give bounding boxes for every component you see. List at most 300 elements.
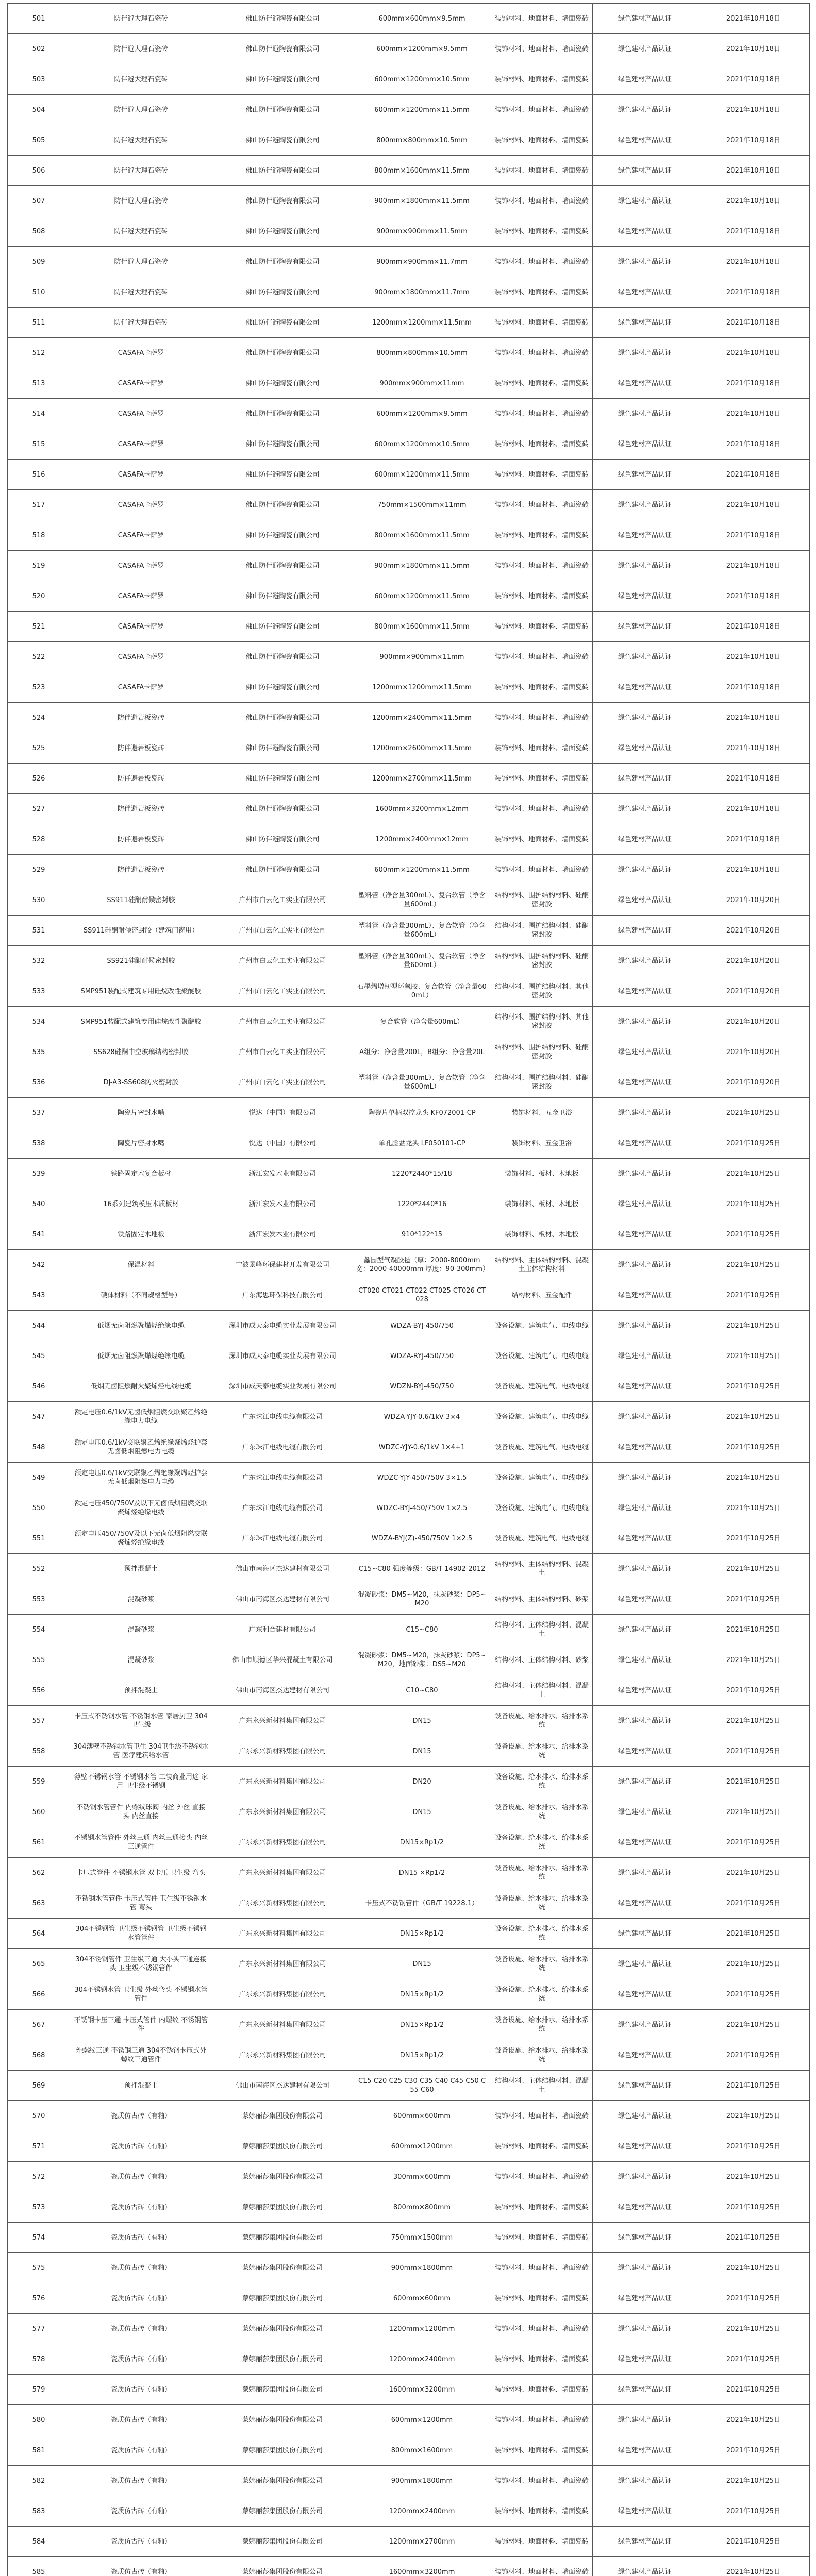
product-name-cell: 瓷质仿古砖（有釉） — [70, 2101, 212, 2131]
specification-cell: 900mm×1800mm — [353, 2466, 491, 2496]
application-category-cell: 装饰材料、地面材料、墙面瓷砖 — [491, 2527, 593, 2557]
table-row — [8, 1736, 810, 1767]
specification-cell: WDZA-RYJ-450/750 — [353, 1341, 491, 1371]
row-number-cell: 556 — [8, 1675, 70, 1706]
certification-type-cell: 绿色建材产品认证 — [593, 946, 697, 976]
certification-date-cell: 2021年10月25日 — [697, 1584, 810, 1615]
application-category-cell: 设备设施、建筑电气、电线电缆 — [491, 1523, 593, 1554]
certification-date-cell: 2021年10月25日 — [697, 2527, 810, 2557]
certification-type-cell: 绿色建材产品认证 — [593, 1432, 697, 1463]
table-row — [8, 1827, 810, 1858]
company-name-cell: 佛山防伴避陶瓷有限公司 — [212, 34, 353, 64]
certification-table — [7, 3, 810, 2576]
product-name-cell: 防伴避大理石瓷砖 — [70, 277, 212, 308]
application-category-cell: 装饰材料、地面材料、墙面瓷砖 — [491, 460, 593, 490]
table-row — [8, 520, 810, 551]
row-number-cell: 574 — [8, 2223, 70, 2253]
company-name-cell: 浙江宏发木业有限公司 — [212, 1159, 353, 1189]
application-category-cell: 装饰材料、地面材料、墙面瓷砖 — [491, 794, 593, 824]
row-number-cell: 531 — [8, 916, 70, 946]
table-row — [8, 490, 810, 520]
application-category-cell: 装饰材料、板材、木地板 — [491, 1219, 593, 1250]
certification-date-cell: 2021年10月18日 — [697, 581, 810, 612]
certification-type-cell: 绿色建材产品认证 — [593, 247, 697, 277]
row-number-cell: 530 — [8, 885, 70, 916]
row-number-cell: 520 — [8, 581, 70, 612]
product-name-cell: DJ-A3-SS608防火密封胶 — [70, 1067, 212, 1098]
table-body — [8, 4, 810, 2576]
certification-type-cell: 绿色建材产品认证 — [593, 794, 697, 824]
table-row — [8, 1797, 810, 1827]
row-number-cell: 519 — [8, 551, 70, 581]
row-number-cell: 560 — [8, 1797, 70, 1827]
certification-date-cell: 2021年10月18日 — [697, 277, 810, 308]
certification-type-cell: 绿色建材产品认证 — [593, 2192, 697, 2223]
product-name-cell: 瓷质仿古砖（有釉） — [70, 2192, 212, 2223]
application-category-cell: 设备设施、建筑电气、电线电缆 — [491, 1402, 593, 1432]
application-category-cell: 装饰材料、地面材料、墙面瓷砖 — [491, 672, 593, 703]
table-row — [8, 2010, 810, 2040]
certification-date-cell: 2021年10月20日 — [697, 885, 810, 916]
company-name-cell: 广东永兴新材料集团有限公司 — [212, 2040, 353, 2071]
table-row — [8, 2405, 810, 2435]
application-category-cell: 设备设施、给水排水、给排水系统 — [491, 1767, 593, 1797]
certification-date-cell: 2021年10月20日 — [697, 916, 810, 946]
application-category-cell: 装饰材料、地面材料、墙面瓷砖 — [491, 2283, 593, 2314]
application-category-cell: 装饰材料、地面材料、墙面瓷砖 — [491, 581, 593, 612]
table-row — [8, 885, 810, 916]
certification-type-cell: 绿色建材产品认证 — [593, 2162, 697, 2192]
table-row — [8, 1979, 810, 2010]
row-number-cell: 526 — [8, 764, 70, 794]
certification-date-cell: 2021年10月18日 — [697, 703, 810, 733]
row-number-cell: 509 — [8, 247, 70, 277]
certification-date-cell: 2021年10月18日 — [697, 399, 810, 429]
specification-cell: DN15 — [353, 1949, 491, 1979]
specification-cell: 900mm×1800mm — [353, 2253, 491, 2283]
certification-type-cell: 绿色建材产品认证 — [593, 2405, 697, 2435]
company-name-cell: 悦达（中国）有限公司 — [212, 1128, 353, 1159]
company-name-cell: 佛山市南海区杰达建材有限公司 — [212, 1584, 353, 1615]
application-category-cell: 装饰材料、地面材料、墙面瓷砖 — [491, 2223, 593, 2253]
specification-cell: C15~C80 — [353, 1615, 491, 1645]
table-row — [8, 308, 810, 338]
row-number-cell: 582 — [8, 2466, 70, 2496]
company-name-cell: 广州市白云化工实业有限公司 — [212, 885, 353, 916]
certification-type-cell: 绿色建材产品认证 — [593, 1280, 697, 1311]
application-category-cell: 结构材料、围护结构材料、硅酮密封胶 — [491, 916, 593, 946]
company-name-cell: 广东海思环保科技有限公司 — [212, 1280, 353, 1311]
certification-type-cell: 绿色建材产品认证 — [593, 764, 697, 794]
certification-date-cell: 2021年10月25日 — [697, 1432, 810, 1463]
certification-type-cell: 绿色建材产品认证 — [593, 95, 697, 125]
application-category-cell: 结构材料、主体结构材料、混凝土 — [491, 1675, 593, 1706]
certification-date-cell: 2021年10月18日 — [697, 520, 810, 551]
table-row — [8, 1311, 810, 1341]
product-name-cell: 防伴避大理石瓷砖 — [70, 34, 212, 64]
company-name-cell: 深圳市成天泰电缆实业发展有限公司 — [212, 1371, 353, 1402]
row-number-cell: 514 — [8, 399, 70, 429]
specification-cell: 1200mm×2400mm×12mm — [353, 824, 491, 855]
table-row — [8, 703, 810, 733]
application-category-cell: 装饰材料、地面材料、墙面瓷砖 — [491, 642, 593, 672]
specification-cell: 混凝砂浆：DM5~M20，抹灰砂浆：DP5~M20，地面砂浆：DS5~M20 — [353, 1645, 491, 1675]
product-name-cell: 铁路固定木复合板材 — [70, 1159, 212, 1189]
company-name-cell: 佛山防伴避陶瓷有限公司 — [212, 247, 353, 277]
certification-type-cell: 绿色建材产品认证 — [593, 672, 697, 703]
product-name-cell: 额定电压450/750V及以下无卤低烟阻燃交联聚烯烃绝缘电线 — [70, 1523, 212, 1554]
certification-type-cell: 绿色建材产品认证 — [593, 1675, 697, 1706]
specification-cell: 910*122*15 — [353, 1219, 491, 1250]
specification-cell: 1220*2440*15/18 — [353, 1159, 491, 1189]
row-number-cell: 558 — [8, 1736, 70, 1767]
certification-type-cell: 绿色建材产品认证 — [593, 338, 697, 368]
product-name-cell: SS628硅酮中空玻璃结构密封胶 — [70, 1037, 212, 1067]
product-name-cell: CASAFA卡萨罗 — [70, 399, 212, 429]
row-number-cell: 553 — [8, 1584, 70, 1615]
specification-cell: 1200mm×2400mm — [353, 2496, 491, 2527]
application-category-cell: 设备设施、给水排水、给排水系统 — [491, 1888, 593, 1919]
certification-date-cell: 2021年10月18日 — [697, 794, 810, 824]
certification-type-cell: 绿色建材产品认证 — [593, 1615, 697, 1645]
certification-date-cell: 2021年10月18日 — [697, 338, 810, 368]
company-name-cell: 广东永兴新材料集团有限公司 — [212, 1919, 353, 1949]
company-name-cell: 佛山防伴避陶瓷有限公司 — [212, 156, 353, 186]
product-name-cell: 瓷质仿古砖（有釉） — [70, 2253, 212, 2283]
product-name-cell: 防伴避大理石瓷砖 — [70, 125, 212, 156]
company-name-cell: 广东永兴新材料集团有限公司 — [212, 2010, 353, 2040]
application-category-cell: 装饰材料、地面材料、墙面瓷砖 — [491, 551, 593, 581]
specification-cell: 300mm×600mm — [353, 2162, 491, 2192]
application-category-cell: 装饰材料、地面材料、墙面瓷砖 — [491, 2101, 593, 2131]
product-name-cell: 薄壁不锈钢水管 不锈钢水管 工装商业用途 家用 卫生级不锈钢 — [70, 1767, 212, 1797]
certification-date-cell: 2021年10月18日 — [697, 733, 810, 764]
product-name-cell: 防伴避大理石瓷砖 — [70, 64, 212, 95]
product-name-cell: CASAFA卡萨罗 — [70, 581, 212, 612]
certification-type-cell: 绿色建材产品认证 — [593, 4, 697, 34]
certification-date-cell: 2021年10月25日 — [697, 2496, 810, 2527]
product-name-cell: 防伴避大理石瓷砖 — [70, 247, 212, 277]
certification-type-cell: 绿色建材产品认证 — [593, 2375, 697, 2405]
table-row — [8, 794, 810, 824]
certification-date-cell: 2021年10月25日 — [697, 1645, 810, 1675]
application-category-cell: 结构材料、主体结构材料、混凝土 — [491, 2071, 593, 2101]
application-category-cell: 装饰材料、地面材料、墙面瓷砖 — [491, 2192, 593, 2223]
specification-cell: C10~C80 — [353, 1675, 491, 1706]
row-number-cell: 576 — [8, 2283, 70, 2314]
row-number-cell: 578 — [8, 2344, 70, 2375]
certification-date-cell: 2021年10月25日 — [697, 2071, 810, 2101]
company-name-cell: 广东珠江电线电缆有限公司 — [212, 1402, 353, 1432]
certification-type-cell: 绿色建材产品认证 — [593, 2435, 697, 2466]
certification-date-cell: 2021年10月18日 — [697, 156, 810, 186]
table-row — [8, 2344, 810, 2375]
row-number-cell: 551 — [8, 1523, 70, 1554]
application-category-cell: 结构材料、围护结构材料、硅酮密封胶 — [491, 885, 593, 916]
company-name-cell: 佛山防伴避陶瓷有限公司 — [212, 733, 353, 764]
application-category-cell: 装饰材料、地面材料、墙面瓷砖 — [491, 34, 593, 64]
application-category-cell: 装饰材料、地面材料、墙面瓷砖 — [491, 733, 593, 764]
company-name-cell: 佛山防伴避陶瓷有限公司 — [212, 460, 353, 490]
company-name-cell: 广州市白云化工实业有限公司 — [212, 1037, 353, 1067]
row-number-cell: 562 — [8, 1858, 70, 1888]
table-row — [8, 156, 810, 186]
certification-type-cell: 绿色建材产品认证 — [593, 125, 697, 156]
specification-cell: 600mm×1200mm×9.5mm — [353, 399, 491, 429]
table-row — [8, 1523, 810, 1554]
company-name-cell: 佛山市南海区杰达建材有限公司 — [212, 1554, 353, 1584]
company-name-cell: 蒙娜丽莎集团股份有限公司 — [212, 2223, 353, 2253]
certification-date-cell: 2021年10月25日 — [697, 2405, 810, 2435]
certification-date-cell: 2021年10月18日 — [697, 216, 810, 247]
product-name-cell: 瓷质仿古砖（有釉） — [70, 2344, 212, 2375]
product-name-cell: 防伴避岩板瓷砖 — [70, 733, 212, 764]
table-row — [8, 1919, 810, 1949]
company-name-cell: 蒙娜丽莎集团股份有限公司 — [212, 2314, 353, 2344]
specification-cell: 600mm×1200mm×10.5mm — [353, 64, 491, 95]
specification-cell: DN15×Rp1/2 — [353, 2010, 491, 2040]
company-name-cell: 广东珠江电线电缆有限公司 — [212, 1432, 353, 1463]
table-row — [8, 125, 810, 156]
specification-cell: 900mm×1800mm×11.5mm — [353, 186, 491, 216]
table-row — [8, 824, 810, 855]
table-row — [8, 429, 810, 460]
table-row — [8, 2557, 810, 2576]
table-row — [8, 1645, 810, 1675]
row-number-cell: 571 — [8, 2131, 70, 2162]
certification-date-cell: 2021年10月25日 — [697, 1523, 810, 1554]
company-name-cell: 深圳市成天泰电缆实业发展有限公司 — [212, 1341, 353, 1371]
company-name-cell: 佛山防伴避陶瓷有限公司 — [212, 308, 353, 338]
product-name-cell: 额定电压0.6/1kV无卤低烟阻燃交联聚乙烯绝缘电力电缆 — [70, 1402, 212, 1432]
certification-type-cell: 绿色建材产品认证 — [593, 1979, 697, 2010]
certification-type-cell: 绿色建材产品认证 — [593, 1067, 697, 1098]
product-name-cell: 卡压式不锈钢水管 不锈钢水管 家居厨卫 304卫生级 — [70, 1706, 212, 1736]
application-category-cell: 结构材料、围护结构材料、硅酮密封胶 — [491, 1067, 593, 1098]
application-category-cell: 装饰材料、地面材料、墙面瓷砖 — [491, 2131, 593, 2162]
certification-date-cell: 2021年10月18日 — [697, 460, 810, 490]
certification-type-cell: 绿色建材产品认证 — [593, 1827, 697, 1858]
row-number-cell: 538 — [8, 1128, 70, 1159]
table-row — [8, 2435, 810, 2466]
table-row — [8, 2192, 810, 2223]
row-number-cell: 570 — [8, 2101, 70, 2131]
certification-date-cell: 2021年10月18日 — [697, 186, 810, 216]
specification-cell: 600mm×1200mm×11.5mm — [353, 581, 491, 612]
row-number-cell: 561 — [8, 1827, 70, 1858]
product-name-cell: 16系列建筑模压木质板材 — [70, 1189, 212, 1219]
application-category-cell: 装饰材料、地面材料、墙面瓷砖 — [491, 2405, 593, 2435]
specification-cell: WDZC-YJY-0.6/1kV 1×4+1 — [353, 1432, 491, 1463]
application-category-cell: 装饰材料、地面材料、墙面瓷砖 — [491, 2253, 593, 2283]
certification-type-cell: 绿色建材产品认证 — [593, 1919, 697, 1949]
specification-cell: 600mm×1200mm — [353, 2131, 491, 2162]
row-number-cell: 568 — [8, 2040, 70, 2071]
row-number-cell: 515 — [8, 429, 70, 460]
row-number-cell: 563 — [8, 1888, 70, 1919]
application-category-cell: 设备设施、给水排水、给排水系统 — [491, 2040, 593, 2071]
certification-date-cell: 2021年10月25日 — [697, 1371, 810, 1402]
table-row — [8, 855, 810, 885]
row-number-cell: 554 — [8, 1615, 70, 1645]
specification-cell: 塑料管（净含量300mL）、复合软管（净含量600mL） — [353, 1067, 491, 1098]
table-row — [8, 1219, 810, 1250]
application-category-cell: 结构材料、五金配件 — [491, 1280, 593, 1311]
company-name-cell: 佛山防伴避陶瓷有限公司 — [212, 672, 353, 703]
row-number-cell: 542 — [8, 1250, 70, 1280]
application-category-cell: 设备设施、建筑电气、电线电缆 — [491, 1311, 593, 1341]
table-row — [8, 1858, 810, 1888]
company-name-cell: 蒙娜丽莎集团股份有限公司 — [212, 2162, 353, 2192]
row-number-cell: 506 — [8, 156, 70, 186]
specification-cell: 600mm×600mm — [353, 2101, 491, 2131]
specification-cell: 800mm×1600mm×11.5mm — [353, 612, 491, 642]
product-name-cell: SMP951装配式建筑专用硅烷改性聚醚胶 — [70, 976, 212, 1007]
row-number-cell: 567 — [8, 2010, 70, 2040]
product-name-cell: 防伴避岩板瓷砖 — [70, 824, 212, 855]
certification-type-cell: 绿色建材产品认证 — [593, 1371, 697, 1402]
row-number-cell: 512 — [8, 338, 70, 368]
product-name-cell: 混凝砂浆 — [70, 1615, 212, 1645]
certification-date-cell: 2021年10月18日 — [697, 824, 810, 855]
table-row — [8, 612, 810, 642]
company-name-cell: 蒙娜丽莎集团股份有限公司 — [212, 2192, 353, 2223]
application-category-cell: 设备设施、建筑电气、电线电缆 — [491, 1371, 593, 1402]
application-category-cell: 装饰材料、地面材料、墙面瓷砖 — [491, 520, 593, 551]
product-name-cell: CASAFA卡萨罗 — [70, 429, 212, 460]
row-number-cell: 543 — [8, 1280, 70, 1311]
application-category-cell: 装饰材料、地面材料、墙面瓷砖 — [491, 2314, 593, 2344]
company-name-cell: 广东永兴新材料集团有限公司 — [212, 1979, 353, 2010]
certification-type-cell: 绿色建材产品认证 — [593, 1159, 697, 1189]
specification-cell: 1200mm×2400mm — [353, 2344, 491, 2375]
company-name-cell: 广东永兴新材料集团有限公司 — [212, 1827, 353, 1858]
table-row — [8, 976, 810, 1007]
certification-type-cell: 绿色建材产品认证 — [593, 1767, 697, 1797]
company-name-cell: 蒙娜丽莎集团股份有限公司 — [212, 2131, 353, 2162]
row-number-cell: 547 — [8, 1402, 70, 1432]
table-row — [8, 2314, 810, 2344]
table-row — [8, 1371, 810, 1402]
row-number-cell: 584 — [8, 2527, 70, 2557]
table-row — [8, 2283, 810, 2314]
certification-type-cell: 绿色建材产品认证 — [593, 1463, 697, 1493]
application-category-cell: 装饰材料、地面材料、墙面瓷砖 — [491, 612, 593, 642]
company-name-cell: 佛山防伴避陶瓷有限公司 — [212, 216, 353, 247]
product-name-cell: 瓷质仿古砖（有釉） — [70, 2375, 212, 2405]
specification-cell: A组分：净含量200L，B组分：净含量20L — [353, 1037, 491, 1067]
certification-type-cell: 绿色建材产品认证 — [593, 186, 697, 216]
specification-cell: 600mm×1200mm×11.5mm — [353, 95, 491, 125]
table-row — [8, 1189, 810, 1219]
certification-date-cell: 2021年10月25日 — [697, 1706, 810, 1736]
specification-cell: 900mm×900mm×11.5mm — [353, 216, 491, 247]
company-name-cell: 佛山防伴避陶瓷有限公司 — [212, 4, 353, 34]
row-number-cell: 583 — [8, 2496, 70, 2527]
row-number-cell: 552 — [8, 1554, 70, 1584]
row-number-cell: 518 — [8, 520, 70, 551]
certification-date-cell: 2021年10月20日 — [697, 946, 810, 976]
table-row — [8, 1402, 810, 1432]
table-row — [8, 1128, 810, 1159]
product-name-cell: SS911硅酮耐候密封胶 — [70, 885, 212, 916]
row-number-cell: 549 — [8, 1463, 70, 1493]
certification-date-cell: 2021年10月20日 — [697, 976, 810, 1007]
product-name-cell: 混凝砂浆 — [70, 1645, 212, 1675]
table-row — [8, 2253, 810, 2283]
application-category-cell: 装饰材料、地面材料、墙面瓷砖 — [491, 2162, 593, 2192]
table-row — [8, 1432, 810, 1463]
product-name-cell: 防伴避大理石瓷砖 — [70, 95, 212, 125]
company-name-cell: 佛山防伴避陶瓷有限公司 — [212, 612, 353, 642]
row-number-cell: 546 — [8, 1371, 70, 1402]
row-number-cell: 565 — [8, 1949, 70, 1979]
table-row — [8, 64, 810, 95]
company-name-cell: 佛山防伴避陶瓷有限公司 — [212, 642, 353, 672]
certification-date-cell: 2021年10月25日 — [697, 1979, 810, 2010]
row-number-cell: 527 — [8, 794, 70, 824]
application-category-cell: 装饰材料、地面材料、墙面瓷砖 — [491, 2557, 593, 2576]
company-name-cell: 广东珠江电线电缆有限公司 — [212, 1523, 353, 1554]
specification-cell: 蠡园型气凝胶毡（厚：2000-8000mm 宽：2000-40000mm 厚度：90-300mm） — [353, 1250, 491, 1280]
product-name-cell: 额定电压0.6/1kV交联聚乙烯绝缘聚烯烃护套无卤低烟阻燃电力电缆 — [70, 1463, 212, 1493]
application-category-cell: 结构材料、主体结构材料、砂浆 — [491, 1645, 593, 1675]
application-category-cell: 结构材料、主体结构材料、砂浆 — [491, 1584, 593, 1615]
product-name-cell: CASAFA卡萨罗 — [70, 672, 212, 703]
table-row — [8, 1949, 810, 1979]
row-number-cell: 536 — [8, 1067, 70, 1098]
application-category-cell: 设备设施、给水排水、给排水系统 — [491, 1797, 593, 1827]
certification-date-cell: 2021年10月25日 — [697, 2010, 810, 2040]
application-category-cell: 装饰材料、五金卫浴 — [491, 1128, 593, 1159]
application-category-cell: 装饰材料、地面材料、墙面瓷砖 — [491, 216, 593, 247]
certification-type-cell: 绿色建材产品认证 — [593, 1706, 697, 1736]
row-number-cell: 533 — [8, 976, 70, 1007]
company-name-cell: 广州市白云化工实业有限公司 — [212, 916, 353, 946]
certification-type-cell: 绿色建材产品认证 — [593, 612, 697, 642]
company-name-cell: 广州市白云化工实业有限公司 — [212, 1067, 353, 1098]
certification-type-cell: 绿色建材产品认证 — [593, 976, 697, 1007]
certification-date-cell: 2021年10月25日 — [697, 1311, 810, 1341]
specification-cell: WDZA-BYJ(Z)-450/750V 1×2.5 — [353, 1523, 491, 1554]
application-category-cell: 设备设施、建筑电气、电线电缆 — [491, 1493, 593, 1523]
application-category-cell: 装饰材料、地面材料、墙面瓷砖 — [491, 2466, 593, 2496]
application-category-cell: 设备设施、建筑电气、电线电缆 — [491, 1341, 593, 1371]
certification-date-cell: 2021年10月25日 — [697, 1189, 810, 1219]
certification-type-cell: 绿色建材产品认证 — [593, 2466, 697, 2496]
product-name-cell: 304不锈钢管 卫生级不锈钢管 卫生级不锈钢水管管件 — [70, 1919, 212, 1949]
certification-date-cell: 2021年10月18日 — [697, 764, 810, 794]
specification-cell: DN15×Rp1/2 — [353, 1979, 491, 2010]
application-category-cell: 设备设施、给水排水、给排水系统 — [491, 1736, 593, 1767]
company-name-cell: 蒙娜丽莎集团股份有限公司 — [212, 2375, 353, 2405]
product-name-cell: CASAFA卡萨罗 — [70, 490, 212, 520]
certification-type-cell: 绿色建材产品认证 — [593, 1949, 697, 1979]
row-number-cell: 555 — [8, 1645, 70, 1675]
product-name-cell: SS911硅酮耐候密封胶（建筑门窗用） — [70, 916, 212, 946]
row-number-cell: 521 — [8, 612, 70, 642]
application-category-cell: 装饰材料、地面材料、墙面瓷砖 — [491, 429, 593, 460]
specification-cell: C15~C80 强度等级：GB/T 14902-2012 — [353, 1554, 491, 1584]
row-number-cell: 503 — [8, 64, 70, 95]
table-row — [8, 1706, 810, 1736]
application-category-cell: 装饰材料、地面材料、墙面瓷砖 — [491, 156, 593, 186]
application-category-cell: 装饰材料、板材、木地板 — [491, 1189, 593, 1219]
product-name-cell: 瓷质仿古砖（有釉） — [70, 2131, 212, 2162]
row-number-cell: 548 — [8, 1432, 70, 1463]
specification-cell: 800mm×800mm — [353, 2192, 491, 2223]
row-number-cell: 513 — [8, 368, 70, 399]
